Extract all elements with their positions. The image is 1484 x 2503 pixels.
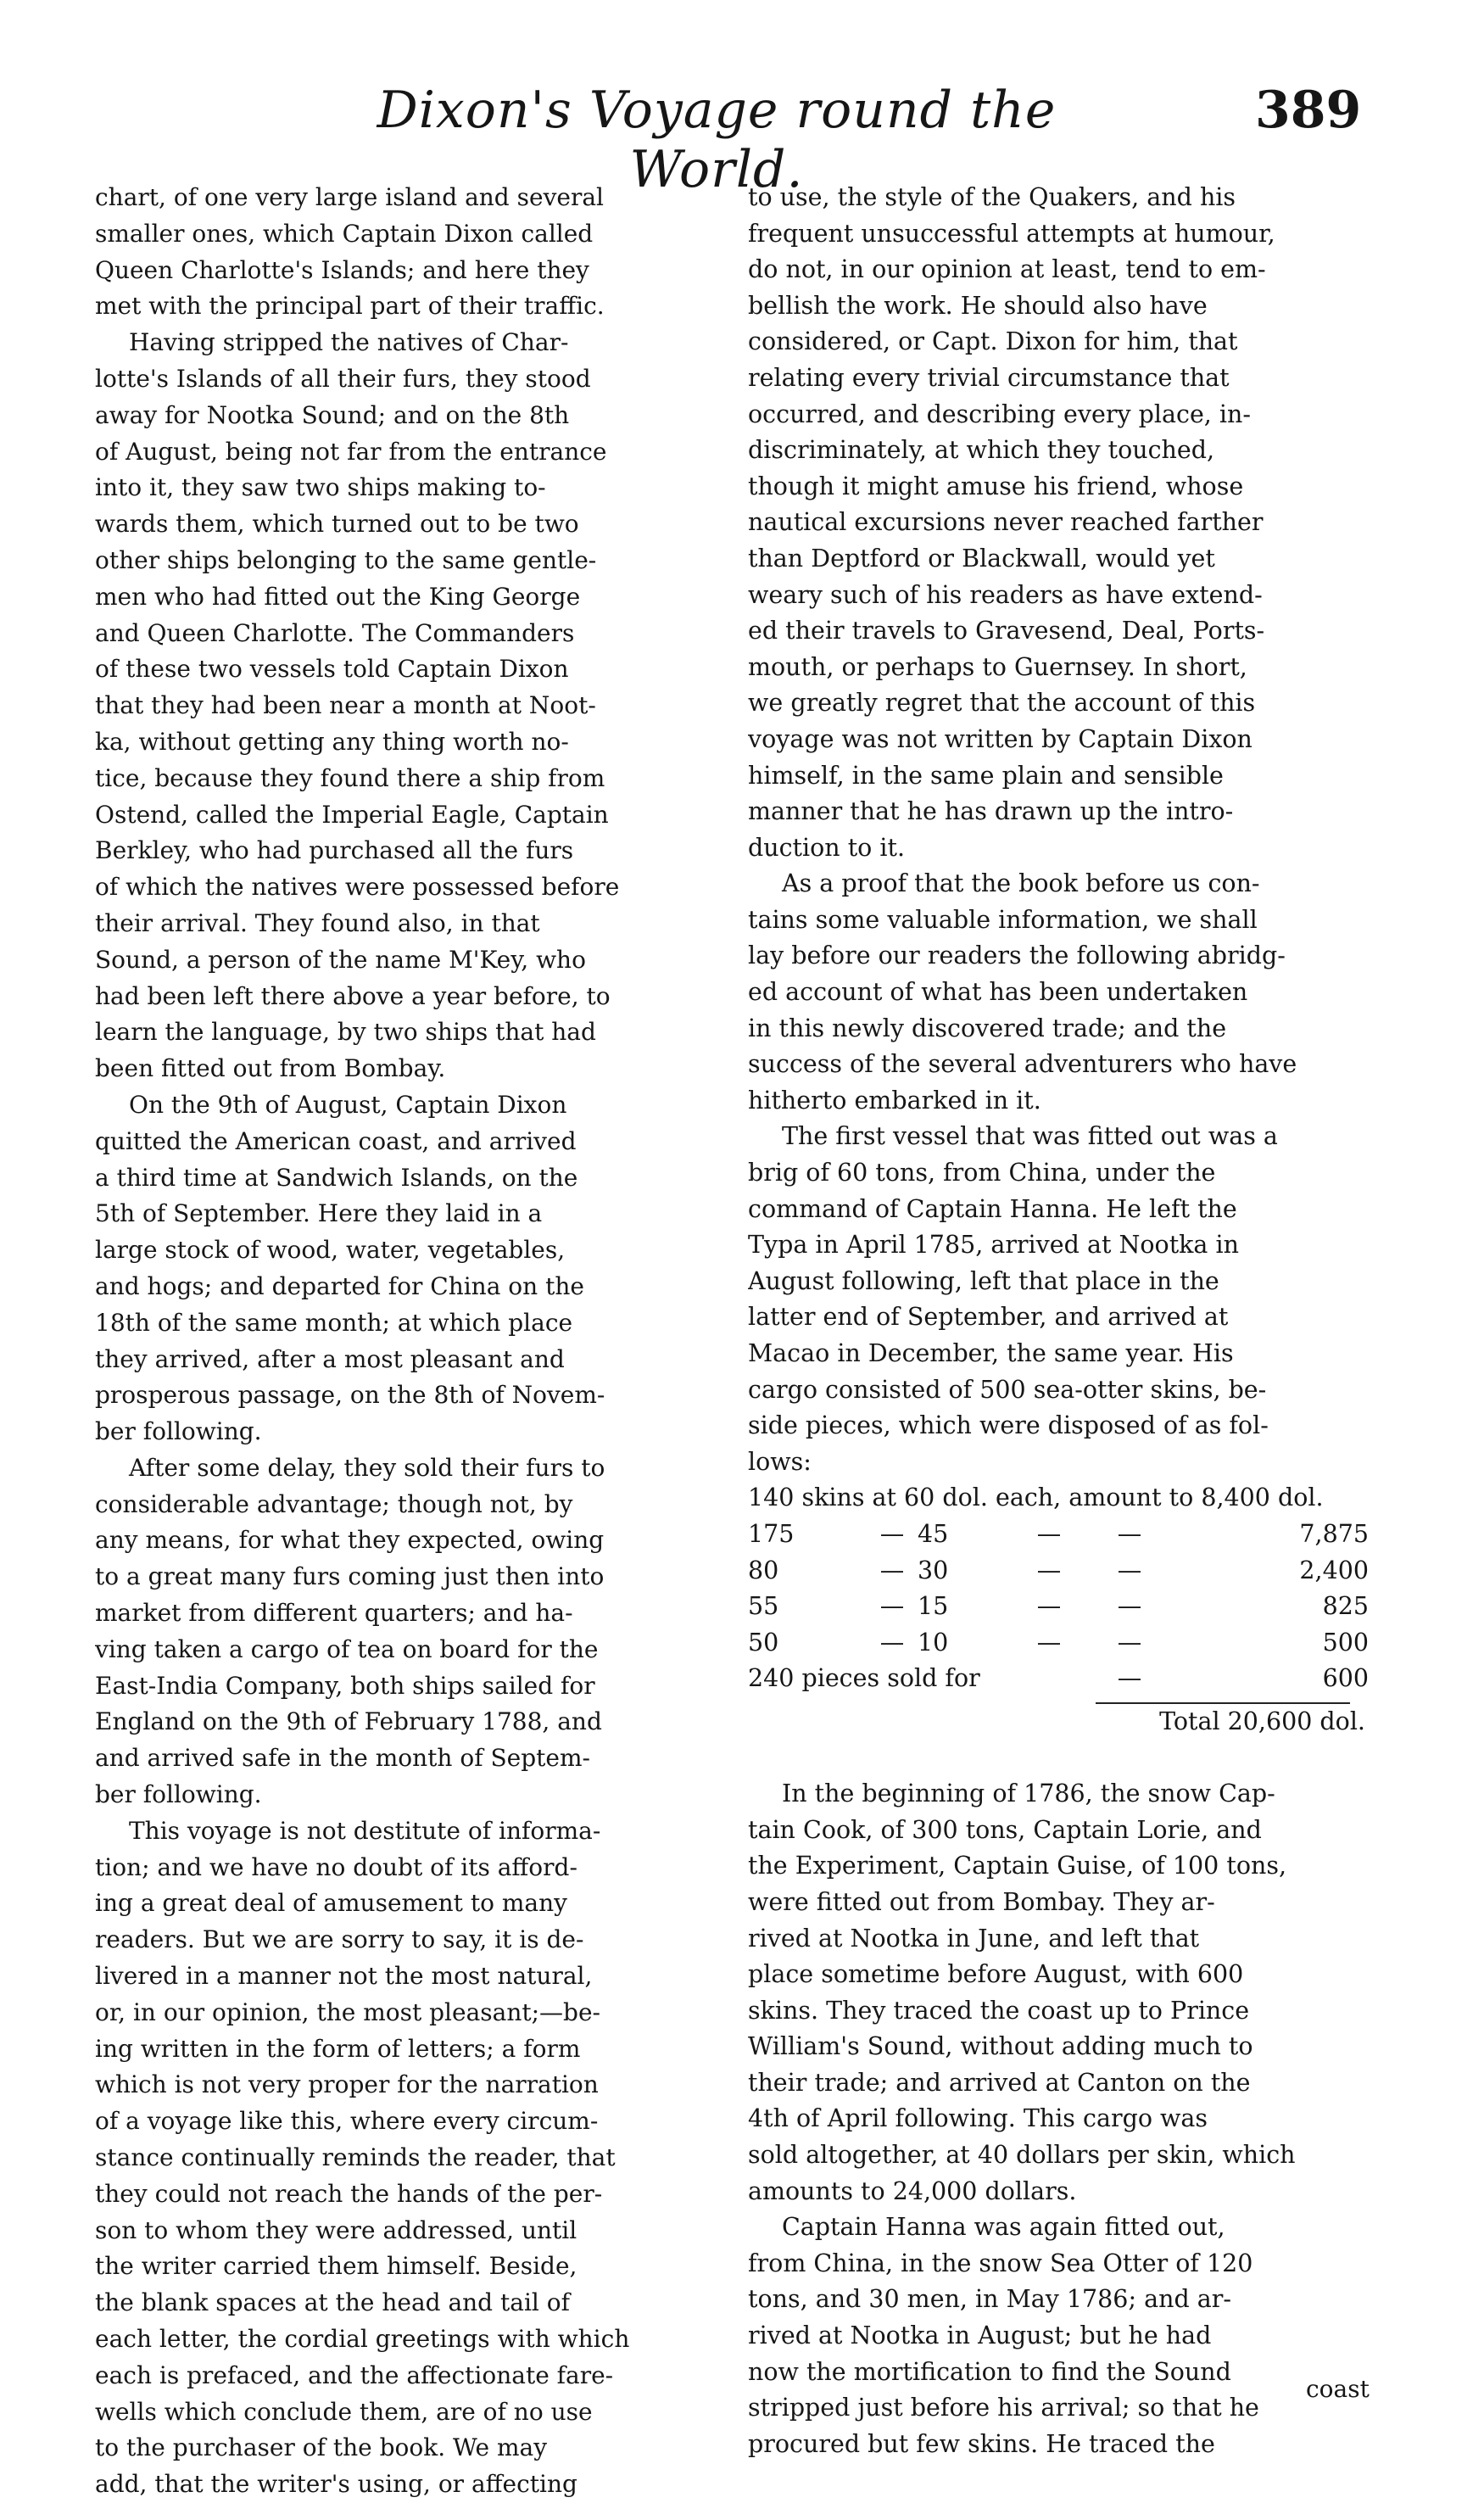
text-line: wards them, which turned out to be two: [95, 510, 579, 539]
sales-table-row: [748, 1589, 1374, 1625]
text-line: considered, or Capt. Dixon for him, that: [748, 327, 1238, 356]
text-line: lows:: [748, 1447, 812, 1476]
sales-cell: —: [1036, 1592, 1062, 1621]
text-line: smaller ones, which Captain Dixon called: [95, 219, 594, 248]
page-number: 389: [1255, 81, 1362, 140]
text-line: though it might amuse his friend, whose: [748, 472, 1244, 500]
text-line: latter end of September, and arrived at: [748, 1303, 1229, 1332]
text-line: of these two vessels told Captain Dixon: [95, 655, 569, 684]
text-line: wells which conclude them, are of no use: [95, 2397, 593, 2426]
text-line: Typa in April 1785, arrived at Nootka in: [748, 1231, 1239, 1260]
text-line: to a great many furs coming just then into: [95, 1562, 605, 1591]
text-line: we greatly regret that the account of this: [748, 689, 1256, 718]
sales-cell: —: [1036, 1556, 1062, 1584]
left-column: [95, 180, 716, 2503]
text-line: the blank spaces at the head and tail of: [95, 2288, 570, 2317]
text-line: ber following.: [95, 1417, 262, 1446]
text-line: any means, for what they expected, owing: [95, 1526, 605, 1555]
text-line: On the 9th of August, Captain Dixon: [129, 1090, 567, 1119]
text-line: tains some valuable information, we shall: [748, 905, 1258, 934]
text-line: met with the principal part of their traffic.: [95, 292, 605, 321]
text-line: chart, of one very large island and several: [95, 183, 604, 211]
text-line: in this newly discovered trade; and the: [748, 1014, 1227, 1042]
text-line: of August, being not far from the entrance: [95, 437, 607, 466]
text-line: command of Captain Hanna. He left the: [748, 1194, 1237, 1223]
text-line: son to whom they were addressed, until: [95, 2215, 577, 2244]
text-line: lay before our readers the following abridg-: [748, 941, 1286, 970]
sales-table-rows: [748, 1517, 1374, 1661]
text-line: their arrival. They found also, in that: [95, 908, 540, 937]
text-line: ing written in the form of letters; a form: [95, 2034, 581, 2063]
text-line: nautical excursions never reached farther: [748, 508, 1264, 537]
text-line: rived at Nootka in August; but he had: [748, 2321, 1212, 2350]
text-line: the Experiment, Captain Guise, of 100 tons,: [748, 1852, 1287, 1880]
sales-cell: 175: [748, 1519, 795, 1548]
text-line: The first vessel that was fitted out was a: [782, 1122, 1278, 1151]
text-line: readers. But we are sorry to say, it is de-: [95, 1925, 584, 1954]
text-line: weary such of his readers as have extend-: [748, 580, 1263, 609]
right-column-top-text: [748, 180, 1374, 1480]
sales-cell: 7,875: [1299, 1519, 1369, 1548]
text-line: voyage was not written by Captain Dixon: [748, 724, 1252, 753]
sales-cell: 15: [918, 1592, 949, 1621]
sales-cell: —: [1117, 1519, 1142, 1548]
text-line: manner that he has drawn up the intro-: [748, 797, 1234, 826]
text-line: other ships belonging to the same gentle-: [95, 545, 597, 574]
pieces-label: 240 pieces sold for: [748, 1664, 980, 1693]
text-line: East-India Company, both ships sailed for: [95, 1671, 595, 1700]
sales-table-row: [748, 1625, 1374, 1662]
text-line: relating every trivial circumstance that: [748, 363, 1230, 392]
pieces-value: 600: [1322, 1664, 1369, 1693]
text-line: which is not very proper for the narration: [95, 2070, 599, 2099]
text-line: ed account of what has been undertaken: [748, 978, 1248, 1007]
text-line: had been left there above a year before, to: [95, 981, 611, 1010]
text-line: William's Sound, without adding much to: [748, 2032, 1253, 2061]
text-line: 18th of the same month; at which place: [95, 1308, 573, 1337]
text-line: hitherto embarked in it.: [748, 1086, 1041, 1115]
sales-cell: —: [1117, 1628, 1142, 1657]
text-line: stripped just before his arrival; so that he: [748, 2394, 1259, 2422]
text-line: tain Cook, of 300 tons, Captain Lorie, and: [748, 1815, 1262, 1844]
text-line: ed their travels to Gravesend, Deal, Ports-: [748, 617, 1265, 645]
text-line: ving taken a cargo of tea on board for the: [95, 1634, 599, 1663]
text-line: August following, left that place in the: [748, 1266, 1219, 1295]
text-line: their trade; and arrived at Canton on the: [748, 2068, 1251, 2097]
spacer: [748, 1740, 1374, 1777]
text-line: now the mortification to find the Sound: [748, 2357, 1231, 2386]
text-line: 5th of September. Here they laid in a: [95, 1199, 543, 1228]
sales-cell: —: [879, 1519, 905, 1548]
text-line: ber following.: [95, 1780, 262, 1809]
text-line: Berkley, who had purchased all the furs: [95, 836, 574, 865]
text-line: ing a great deal of amusement to many: [95, 1889, 567, 1918]
text-line: Sound, a person of the name M'Key, who: [95, 945, 586, 974]
text-line: Having stripped the natives of Char-: [129, 328, 569, 357]
sales-table: [748, 1480, 1374, 1740]
sales-pieces-row: [748, 1661, 1374, 1697]
text-line: tons, and 30 men, in May 1786; and ar-: [748, 2285, 1231, 2314]
catchword: coast: [1306, 2375, 1370, 2403]
text-line: success of the several adventurers who have: [748, 1050, 1297, 1079]
text-line: learn the language, by two ships that had: [95, 1018, 596, 1047]
text-line: livered in a manner not the most natural,: [95, 1962, 593, 1991]
text-line: mouth, or perhaps to Guernsey. In short,: [748, 652, 1247, 681]
sales-cell: —: [879, 1628, 905, 1657]
sales-table-first-row: [748, 1480, 1374, 1517]
sales-cell: 825: [1322, 1592, 1369, 1621]
text-line: from China, in the snow Sea Otter of 120: [748, 2249, 1253, 2277]
text-line: do not, in our opinion at least, tend to em-: [748, 255, 1266, 284]
text-line: As a proof that the book before us con-: [782, 869, 1260, 898]
sales-cell: —: [1117, 1592, 1142, 1621]
sales-cell: —: [1117, 1556, 1142, 1584]
text-line: to use, the style of the Quakers, and his: [748, 183, 1236, 211]
right-column-bottom-text: [748, 1776, 1374, 2462]
text-line: duction to it.: [748, 833, 905, 862]
text-line: stance continually reminds the reader, that: [95, 2143, 616, 2172]
text-line: skins. They traced the coast up to Prince: [748, 1996, 1250, 2025]
text-line: brig of 60 tons, from China, under the: [748, 1159, 1216, 1187]
text-line: than Deptford or Blackwall, would yet: [748, 544, 1215, 573]
text-line: place sometime before August, with 600: [748, 1960, 1244, 1989]
text-line: been fitted out from Bombay.: [95, 1054, 446, 1083]
sales-cell: —: [1036, 1628, 1062, 1657]
sales-cell: 10: [918, 1628, 949, 1657]
sales-cell: 55: [748, 1592, 779, 1621]
text-line: Ostend, called the Imperial Eagle, Captain: [95, 800, 609, 829]
text-line: of which the natives were possessed before: [95, 873, 620, 902]
sales-first-row-text: 140 skins at 60 dol. each, amount to 8,400 dol.: [748, 1483, 1324, 1512]
text-line: to the purchaser of the book. We may: [95, 2433, 548, 2462]
text-line: amounts to 24,000 dollars.: [748, 2176, 1077, 2205]
text-line: men who had fitted out the King George: [95, 582, 581, 611]
sales-cell: —: [1036, 1519, 1062, 1548]
text-line: they arrived, after a most pleasant and: [95, 1344, 565, 1373]
text-line: procured but few skins. He traced the: [748, 2429, 1215, 2458]
text-line: himself, in the same plain and sensible: [748, 761, 1224, 790]
text-line: into it, they saw two ships making to-: [95, 473, 546, 502]
text-line: large stock of wood, water, vegetables,: [95, 1236, 566, 1265]
text-line: In the beginning of 1786, the snow Cap-: [782, 1779, 1275, 1808]
text-line: of a voyage like this, where every circum-: [95, 2107, 599, 2136]
sales-cell: 2,400: [1299, 1556, 1369, 1584]
text-line: and arrived safe in the month of Septem-: [95, 1744, 590, 1773]
text-line: frequent unsuccessful attempts at humour,: [748, 219, 1275, 248]
text-line: tice, because they found there a ship from: [95, 763, 605, 792]
text-line: sold altogether, at 40 dollars per skin, which: [748, 2141, 1296, 2170]
sales-table-row: [748, 1553, 1374, 1590]
pieces-dash: —: [1117, 1664, 1142, 1693]
text-line: England on the 9th of February 1788, and: [95, 1707, 602, 1736]
text-line: rived at Nootka in June, and left that: [748, 1924, 1200, 1953]
text-line: discriminately, at which they touched,: [748, 436, 1215, 465]
text-line: considerable advantage; though not, by: [95, 1489, 573, 1518]
text-line: market from different quarters; and ha-: [95, 1599, 573, 1628]
sales-total: Total 20,600 dol.: [1159, 1707, 1365, 1735]
text-line: After some delay, they sold their furs to: [129, 1453, 605, 1482]
text-line: quitted the American coast, and arrived: [95, 1126, 577, 1155]
running-title: Dixon's Voyage round the World.: [377, 81, 1057, 199]
sales-cell: —: [879, 1556, 905, 1584]
text-line: side pieces, which were disposed of as fol-: [748, 1411, 1269, 1440]
text-line: and Queen Charlotte. The Commanders: [95, 618, 575, 647]
text-line: Macao in December, the same year. His: [748, 1339, 1234, 1367]
text-line: were fitted out from Bombay. They ar-: [748, 1887, 1215, 1916]
sales-table-row: [748, 1517, 1374, 1553]
text-line: or, in our opinion, the most pleasant;—be-: [95, 1997, 601, 2026]
text-line: 4th of April following. This cargo was: [748, 2104, 1208, 2133]
sales-cell: 45: [918, 1519, 949, 1548]
text-line: ka, without getting any thing worth no-: [95, 727, 569, 756]
text-line: the writer carried them himself. Beside,: [95, 2252, 577, 2281]
sales-cell: 50: [748, 1628, 779, 1657]
sales-cell: 30: [918, 1556, 949, 1584]
text-line: Captain Hanna was again fitted out,: [782, 2213, 1225, 2242]
text-line: occurred, and describing every place, in-: [748, 399, 1252, 428]
text-line: lotte's Islands of all their furs, they stood: [95, 364, 591, 393]
text-line: tion; and we have no doubt of its afford-: [95, 1852, 577, 1881]
text-line: bellish the work. He should also have: [748, 291, 1208, 320]
right-column: [748, 180, 1374, 2462]
sales-cell: 500: [1322, 1628, 1369, 1657]
text-line: each is prefaced, and the affectionate fare-: [95, 2361, 614, 2389]
text-line: they could not reach the hands of the per-: [95, 2179, 603, 2208]
text-line: This voyage is not destitute of informa-: [129, 1816, 601, 1845]
text-line: and hogs; and departed for China on the: [95, 1271, 584, 1300]
text-line: a third time at Sandwich Islands, on the: [95, 1163, 578, 1192]
text-line: away for Nootka Sound; and on the 8th: [95, 400, 570, 429]
sales-cell: —: [879, 1592, 905, 1621]
sales-cell: 80: [748, 1556, 779, 1584]
text-line: prosperous passage, on the 8th of Novem-: [95, 1381, 605, 1410]
text-line: Queen Charlotte's Islands; and here they: [95, 255, 589, 284]
text-line: cargo consisted of 500 sea-otter skins, be-: [748, 1375, 1267, 1404]
text-line: add, that the writer's using, or affecting: [95, 2470, 577, 2499]
text-line: that they had been near a month at Noot-: [95, 691, 596, 720]
text-line: each letter, the cordial greetings with which: [95, 2325, 630, 2354]
